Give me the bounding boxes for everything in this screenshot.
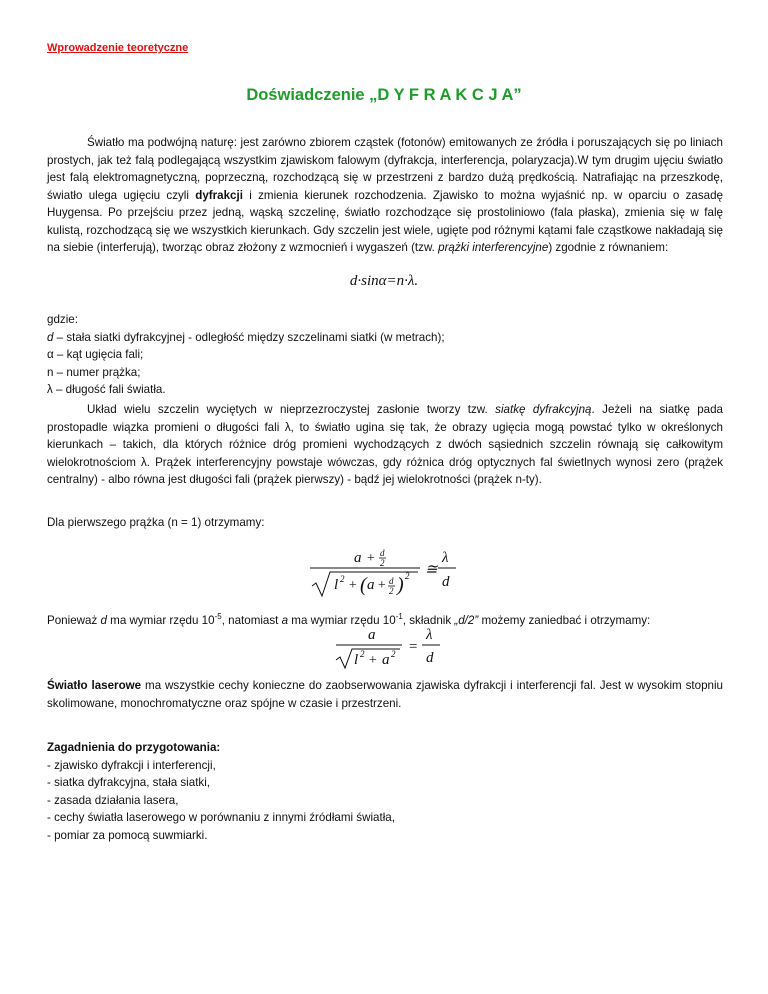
svg-text:2: 2 (360, 649, 365, 659)
definitions-heading: gdzie: (47, 313, 78, 326)
svg-text:+: + (348, 578, 358, 593)
svg-text:l: l (334, 577, 339, 593)
svg-text:2: 2 (380, 558, 385, 568)
prep-item: - siatka dyfrakcyjna, stała siatki, (47, 776, 211, 789)
page-title: Doświadczenie „D Y F R A K C J A” (246, 86, 522, 104)
prep-item: - pomiar za pomocą suwmiarki. (47, 828, 208, 842)
laser-bold-term: Światło laserowe (47, 679, 142, 692)
definition-item: n – numer prążka; (47, 365, 141, 379)
intro-paragraph (47, 134, 723, 257)
prep-item: - zasada działania lasera, (47, 793, 179, 807)
svg-text:2: 2 (389, 586, 394, 596)
intro-text-2: i zmienia kierunek rozchodzenia. Zjawisko to można wyjaśnić np. w oparciu o zasadę Huygensa. Po przejściu przez jedną, wąską szczelinę, światło rozchodzące się prostoliniowo (fala płaska), zmienia się w falę kulistą, rozchodzącą się we wszystkich kierunkach. Gdy szczelin jest wiele, ugięte pod różnymi kątami fale cząstkowe nakładają się na siebie (interferują), tworząc obraz złożony z wzmocnień i wygaszeń (tzw. (47, 188, 723, 254)
intro-text-1: Światło ma podwójną naturę: jest zarówno zbiorem cząstek (fotonów) emitowanych ze źródła i poruszających się po liniach prostych, jak też falą podlegającą wszystkim zjawiskom falowym (dyfrakcja, interferencja, polaryzacja).W tym drugim ujęciu światło jest falą elektromagnetyczną, poprzeczną, rozchodzącą się w przestrzeni z bardzo dużą prędkością. Natrafiając na przeszkodę, światło ulega ugięciu czyli (47, 136, 723, 202)
svg-text:): ) (397, 574, 404, 596)
laser-paragraph: Światło laserowe ma wszystkie cechy konieczne do zaobserwowania zjawiska dyfrakcji i interferencji fal. Jest w wysokim stopniu skolimowane, monochromatyczne oraz spójne w czasie i przestrzeni. (47, 679, 723, 710)
svg-text:=: = (408, 639, 419, 655)
prep-item: - cechy światła laserowego w porównaniu z innymi źródłami światła, (47, 811, 395, 824)
definition-item: d – stała siatki dyfrakcyjnej - odległość między szczelinami siatki (w metrach); (47, 330, 445, 344)
prep-item: - zjawisko dyfrakcji i interferencji, (47, 758, 216, 772)
simplification-text: Ponieważ d ma wymiar rzędu $10^{-5}$, natomiast a ma wymiar rzędu $10^{-1}$, składnik „d/2” możemy zaniedbać i otrzymamy: (47, 612, 651, 627)
section-label: Wprowadzenie teoretyczne (47, 42, 189, 54)
svg-text:λ: λ (442, 550, 449, 566)
svg-text:d: d (426, 650, 434, 666)
svg-text:2: 2 (391, 649, 396, 659)
grating-paragraph: Układ wielu szczelin wyciętych w nieprzezroczystej zasłonie tworzy tzw. siatkę dyfrakcyjną. Jeżeli na siatkę pada prostopadle wiązka promieni o długości fali λ, to światło ugina się tak, że obrazy ugięcia mogą powstać tylko w określonych kierunkach – takich, dla których różnice dróg promieni wychodzących z dwóch sąsiednich szczelin równają się całkowitym wielokrotnościom λ. Prążek interferencyjny powstaje wówczas, gdy różnica dróg optycznych fal świetlnych wynosi zero (prążek centralny) - albo równa jest długości fali (prążek pierwszy) - bądź jej wielokrotności (prążek n-ty). (47, 403, 723, 486)
prep-section (47, 739, 395, 844)
svg-text:2: 2 (340, 574, 345, 584)
formula-grating-equation: d·sinα=n·λ. (349, 273, 419, 289)
svg-text:λ: λ (426, 627, 433, 643)
intro-text-3: ) zgodnie z równaniem: (548, 241, 669, 254)
svg-text:a: a (368, 627, 376, 643)
definitions-list (47, 311, 445, 399)
svg-text:≅: ≅ (425, 562, 438, 578)
svg-text:d: d (389, 576, 394, 586)
svg-text:(: ( (360, 574, 367, 596)
intro-italic-term: prążki interferencyjne (438, 241, 549, 254)
formula-simplified (330, 624, 450, 670)
grating-italic-term: siatkę dyfrakcyjną (495, 403, 592, 416)
svg-text:+: + (377, 578, 387, 593)
formula-first-fringe (300, 542, 470, 600)
definition-item: λ – długość fali światła. (47, 383, 166, 396)
f2-num-a: a (354, 550, 362, 566)
svg-text:l: l (354, 652, 359, 668)
svg-text:2: 2 (405, 571, 410, 581)
svg-text:+: + (368, 653, 378, 668)
first-fringe-text: Dla pierwszego prążka (n = 1) otrzymamy: (47, 516, 265, 529)
svg-text:d: d (442, 574, 450, 590)
prep-heading: Zagadnienia do przygotowania: (47, 741, 221, 754)
definition-item: α – kąt ugięcia fali; (47, 348, 144, 361)
intro-bold-term: dyfrakcji (195, 188, 243, 202)
svg-text:+: + (366, 551, 376, 566)
svg-text:a: a (382, 652, 390, 668)
svg-text:a: a (367, 577, 375, 593)
svg-text:d: d (380, 548, 385, 558)
